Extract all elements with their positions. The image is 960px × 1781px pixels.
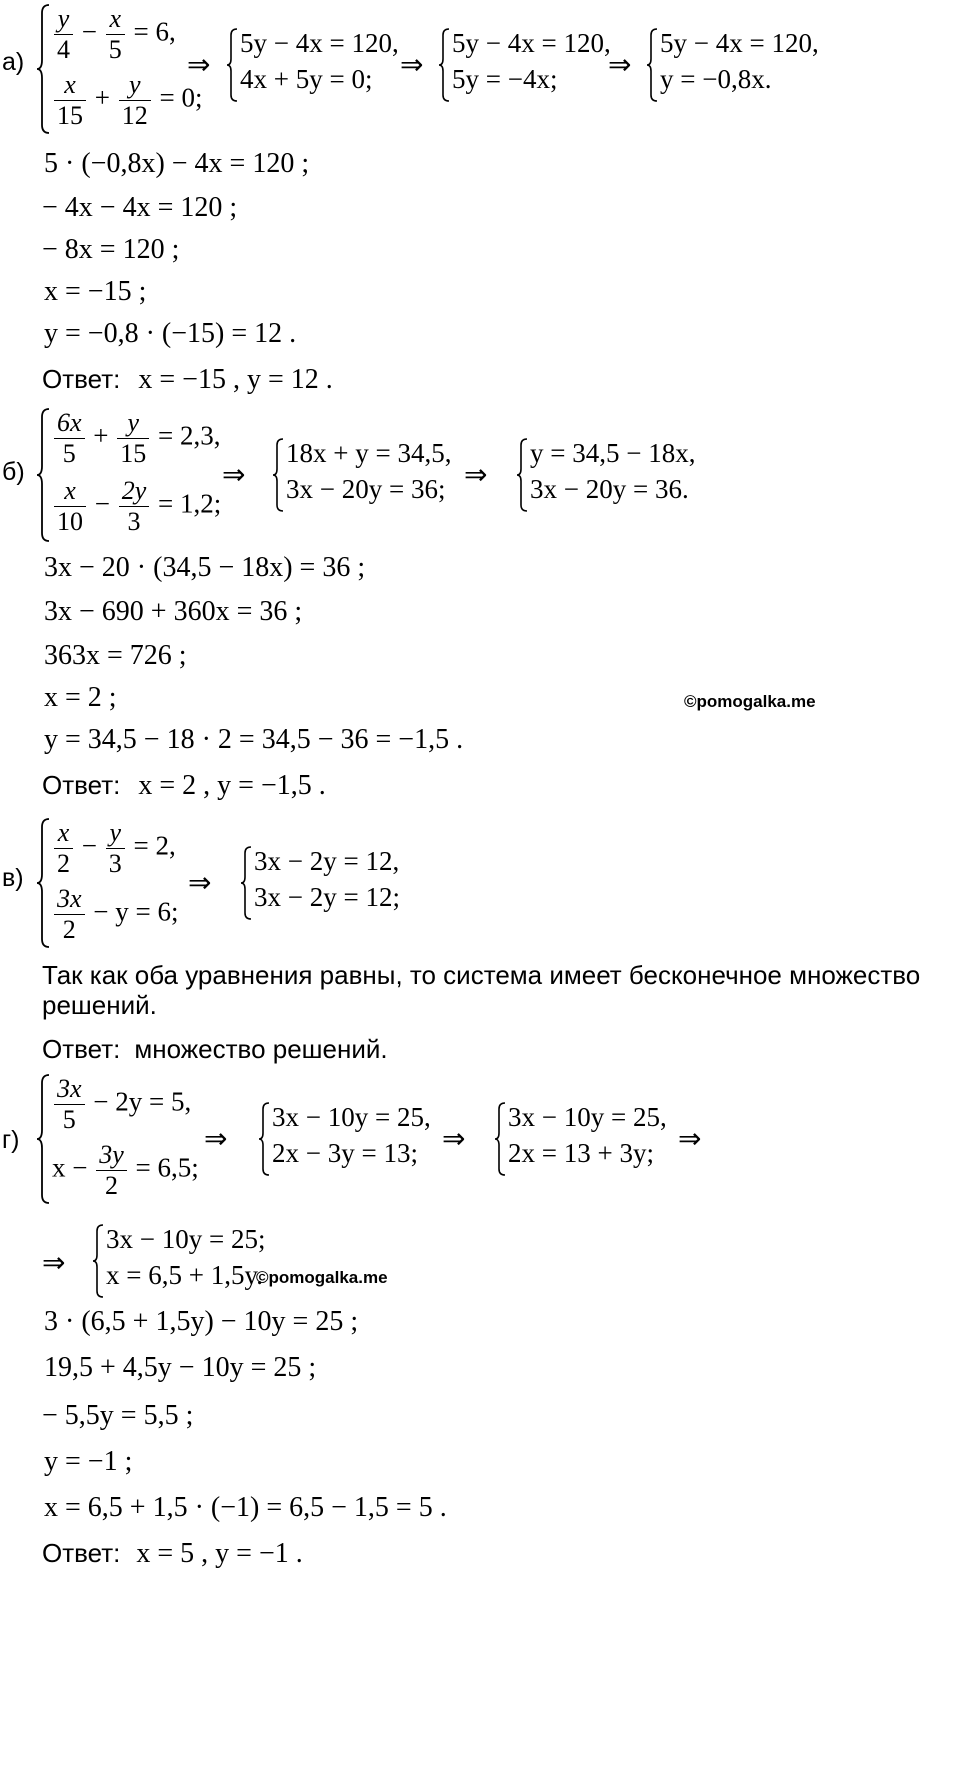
- part-a-system-3: [438, 28, 611, 102]
- part-b-system-1: [36, 408, 222, 542]
- part-g-label: г): [2, 1126, 20, 1154]
- part-b-label: б): [2, 458, 25, 486]
- system-equation: 3x − 20y = 36;: [286, 474, 446, 504]
- system-equation: 5y = −4x;: [452, 64, 558, 94]
- explanation-text: решений.: [42, 990, 157, 1020]
- system-equation: 3x − 20y = 36.: [530, 474, 689, 504]
- part-v-label: в): [2, 864, 24, 892]
- system-equation: $\frac{3x}{5}$ − 2y = 5,: [52, 1074, 191, 1135]
- solution-line: x = −15 ;: [44, 276, 147, 307]
- system-equation: 2x − 3y = 13;: [272, 1138, 418, 1168]
- brace-icon: [516, 438, 528, 512]
- answer-line: [42, 364, 333, 396]
- solution-line: − 8x = 120 ;: [42, 234, 180, 265]
- part-b-system-2: [272, 438, 452, 512]
- system-equation: 3x − 10y = 25,: [508, 1102, 667, 1132]
- part-g-system-3: [494, 1102, 674, 1176]
- system-equation: 18x + y = 34,5,: [286, 438, 452, 468]
- system-equation: 5y − 4x = 120,: [452, 28, 611, 58]
- implies-arrow: ⇒: [442, 1122, 466, 1155]
- fraction: $\frac{x}{5}$: [106, 4, 125, 65]
- system-equation: $\frac{x}{2}$ − $\frac{y}{3}$ = 2,: [52, 818, 176, 879]
- solution-line: 3x − 20 · (34,5 − 18x) = 36 ;: [44, 552, 366, 583]
- solution-line: 3 · (6,5 + 1,5y) − 10y = 25 ;: [44, 1306, 359, 1337]
- solution-line: x = 6,5 + 1,5 · (−1) = 6,5 − 1,5 = 5 .: [44, 1492, 447, 1523]
- system-equation: x − $\frac{3y}{2}$ = 6,5;: [52, 1140, 199, 1200]
- implies-arrow: ⇒: [187, 48, 211, 81]
- part-g-system-4: [92, 1224, 282, 1298]
- system-equation: y = −0,8x.: [660, 64, 772, 94]
- fraction: $\frac{y}{12}$: [119, 70, 151, 131]
- part-a-system-1: [36, 4, 203, 134]
- part-v-system-1: [36, 818, 196, 948]
- solution-line: x = 2 ;: [44, 682, 117, 713]
- fraction: $\frac{3y}{2}$: [96, 1140, 127, 1201]
- fraction: $\frac{3x}{5}$: [54, 1074, 85, 1135]
- solution-line: 363x = 726 ;: [44, 640, 187, 671]
- system-equation: 5y − 4x = 120,: [660, 28, 819, 58]
- system-equation: 3x − 2y = 12,: [254, 846, 400, 876]
- brace-icon: [36, 818, 50, 948]
- system-equation: $\frac{3x}{2}$ − y = 6;: [52, 884, 179, 945]
- answer-value: x = −15 , y = 12 .: [138, 364, 333, 395]
- fraction: $\frac{y}{3}$: [106, 818, 125, 879]
- implies-arrow: ⇒: [400, 48, 424, 81]
- implies-arrow: ⇒: [678, 1122, 702, 1155]
- brace-icon: [272, 438, 284, 512]
- answer-label: Ответ:: [42, 1538, 121, 1568]
- answer-label: Ответ:: [42, 770, 121, 800]
- fraction: $\frac{3x}{2}$: [54, 884, 85, 945]
- fraction: $\frac{x}{15}$: [54, 70, 86, 131]
- brace-icon: [92, 1224, 104, 1298]
- answer-line: [42, 770, 326, 802]
- system-equation: 3x − 10y = 25;: [106, 1224, 266, 1254]
- part-g-system-1: [36, 1074, 206, 1204]
- part-b-system-3: [516, 438, 706, 512]
- brace-icon: [494, 1102, 506, 1176]
- implies-arrow: ⇒: [42, 1246, 66, 1279]
- part-g-system-2: [258, 1102, 438, 1176]
- part-a-system-4: [646, 28, 836, 102]
- answer-value: x = 2 , y = −1,5 .: [138, 770, 326, 801]
- system-equation: x = 6,5 + 1,5y.: [106, 1260, 263, 1290]
- system-equation: $\frac{6x}{5}$ + $\frac{y}{15}$ = 2,3,: [52, 408, 221, 469]
- watermark: ©pomogalka.me: [684, 692, 816, 711]
- watermark: ©pomogalka.me: [256, 1268, 388, 1287]
- solution-line: y = 34,5 − 18 · 2 = 34,5 − 36 = −1,5 .: [44, 724, 464, 755]
- implies-arrow: ⇒: [608, 48, 632, 81]
- solution-line: 19,5 + 4,5y − 10y = 25 ;: [44, 1352, 317, 1383]
- fraction: $\frac{6x}{5}$: [54, 408, 85, 469]
- solution-line: 5 · (−0,8x) − 4x = 120 ;: [44, 148, 310, 179]
- implies-arrow: ⇒: [464, 458, 488, 491]
- answer-value: множество решений.: [134, 1034, 388, 1064]
- fraction: $\frac{x}{10}$: [54, 476, 86, 537]
- system-equation: y = 34,5 − 18x,: [530, 438, 696, 468]
- system-equation: 3x − 2y = 12;: [254, 882, 400, 912]
- part-a-system-2: [226, 28, 399, 102]
- system-equation: $\frac{y}{4}$ − $\frac{x}{5}$ = 6,: [52, 4, 176, 65]
- solution-line: y = −1 ;: [44, 1446, 133, 1477]
- system-equation: 4x + 5y = 0;: [240, 64, 373, 94]
- system-equation: 3x − 10y = 25,: [272, 1102, 431, 1132]
- answer-value: x = 5 , y = −1 .: [136, 1538, 303, 1569]
- fraction: $\frac{x}{2}$: [54, 818, 73, 879]
- system-equation: 5y − 4x = 120,: [240, 28, 399, 58]
- system-equation: $\frac{x}{10}$ − $\frac{2y}{3}$ = 1,2;: [52, 476, 221, 537]
- brace-icon: [36, 408, 50, 542]
- brace-icon: [258, 1102, 270, 1176]
- answer-label: Ответ:: [42, 1034, 121, 1064]
- solution-line: 3x − 690 + 360x = 36 ;: [44, 596, 303, 627]
- system-equation: 2x = 13 + 3y;: [508, 1138, 654, 1168]
- brace-icon: [36, 4, 50, 134]
- solution-line: − 5,5y = 5,5 ;: [42, 1400, 194, 1431]
- implies-arrow: ⇒: [222, 458, 246, 491]
- part-a-label: а): [2, 48, 25, 76]
- implies-arrow: ⇒: [204, 1122, 228, 1155]
- fraction: $\frac{2y}{3}$: [119, 476, 150, 537]
- explanation-text: Так как оба уравнения равны, то система имеет бесконечное множество: [42, 960, 921, 990]
- system-equation: $\frac{x}{15}$ + $\frac{y}{12}$ = 0;: [52, 70, 202, 131]
- answer-line: [42, 1538, 303, 1570]
- brace-icon: [646, 28, 658, 102]
- fraction: $\frac{y}{4}$: [54, 4, 73, 65]
- answer-line: [42, 1034, 388, 1065]
- brace-icon: [438, 28, 450, 102]
- solution-line: − 4x − 4x = 120 ;: [42, 192, 238, 223]
- part-v-system-2: [240, 846, 420, 920]
- answer-label: Ответ:: [42, 364, 121, 394]
- solution-line: y = −0,8 · (−15) = 12 .: [44, 318, 297, 349]
- brace-icon: [36, 1074, 50, 1204]
- brace-icon: [240, 846, 252, 920]
- fraction: $\frac{y}{15}$: [117, 408, 149, 469]
- brace-icon: [226, 28, 238, 102]
- implies-arrow: ⇒: [188, 866, 212, 899]
